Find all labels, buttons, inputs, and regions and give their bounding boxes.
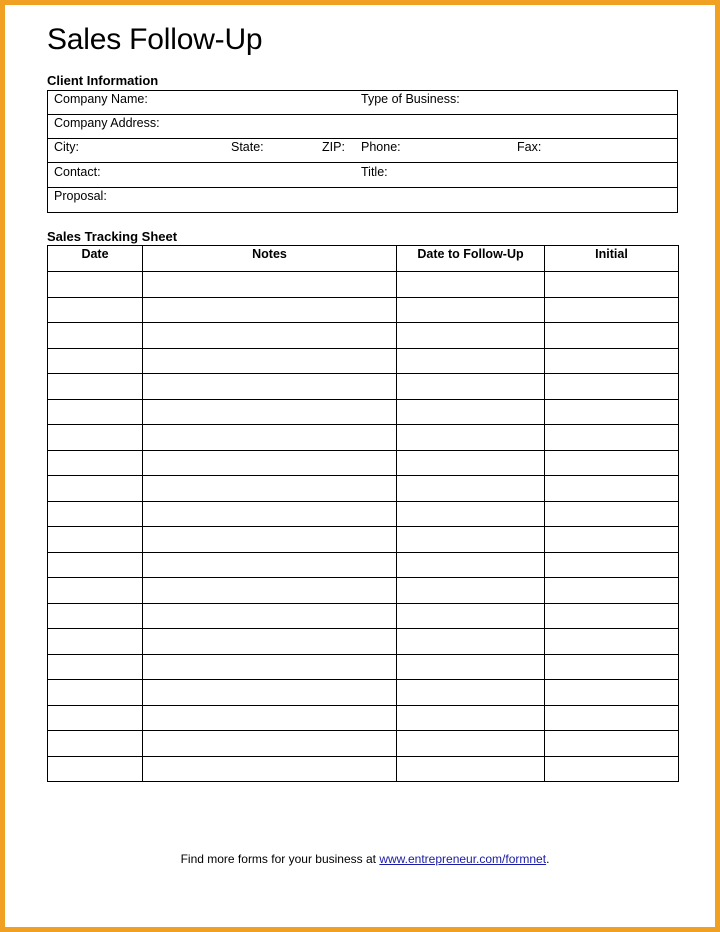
table-row [48,629,679,655]
cell-date-to-follow-up[interactable] [397,654,545,680]
table-row [48,680,679,706]
cell-date-to-follow-up[interactable] [397,425,545,451]
cell-date-to-follow-up[interactable] [397,297,545,323]
table-row [48,501,679,527]
cell-initial[interactable] [545,450,679,476]
cell-date-to-follow-up[interactable] [397,272,545,298]
cell-notes[interactable] [143,399,397,425]
cell-initial[interactable] [545,578,679,604]
cell-date-to-follow-up[interactable] [397,552,545,578]
cell-notes[interactable] [143,348,397,374]
cell-date[interactable] [48,552,143,578]
table-row [48,705,679,731]
entrepreneur-formnet-link[interactable]: www.entrepreneur.com/formnet [379,852,547,866]
table-row [48,450,679,476]
cell-notes[interactable] [143,629,397,655]
column-header-date-to-follow-up: Date to Follow-Up [397,246,545,272]
cell-date-to-follow-up[interactable] [397,578,545,604]
phone-label: Phone: [361,140,401,154]
table-row [48,399,679,425]
cell-date-to-follow-up[interactable] [397,399,545,425]
client-information-box [47,90,678,213]
sales-tracking-table [47,245,679,782]
cell-date-to-follow-up[interactable] [397,501,545,527]
title-label: Title: [361,165,388,179]
cell-date[interactable] [48,348,143,374]
client-information-heading: Client Information [47,73,159,88]
cell-notes[interactable] [143,297,397,323]
cell-date-to-follow-up[interactable] [397,476,545,502]
cell-initial[interactable] [545,680,679,706]
table-row [48,323,679,349]
company-address-label: Company Address: [54,116,160,130]
client-row-address [48,115,677,139]
cell-notes[interactable] [143,374,397,400]
cell-notes[interactable] [143,603,397,629]
cell-initial[interactable] [545,374,679,400]
table-row [48,654,679,680]
cell-notes[interactable] [143,552,397,578]
cell-initial[interactable] [545,501,679,527]
cell-date[interactable] [48,399,143,425]
table-row [48,476,679,502]
cell-date[interactable] [48,705,143,731]
cell-initial[interactable] [545,705,679,731]
cell-date[interactable] [48,450,143,476]
contact-label: Contact: [54,165,101,179]
cell-initial[interactable] [545,272,679,298]
cell-initial[interactable] [545,323,679,349]
table-row [48,756,679,782]
client-row-location [48,139,677,163]
type-of-business-label: Type of Business: [361,92,460,106]
column-header-initial: Initial [545,246,679,272]
cell-notes[interactable] [143,527,397,553]
client-row-company [48,91,677,115]
table-header-row [48,246,679,272]
cell-notes[interactable] [143,450,397,476]
cell-date[interactable] [48,374,143,400]
cell-date-to-follow-up[interactable] [397,680,545,706]
cell-initial[interactable] [545,756,679,782]
table-row [48,578,679,604]
client-row-contact [48,164,677,188]
cell-date[interactable] [48,501,143,527]
cell-date-to-follow-up[interactable] [397,450,545,476]
table-row [48,552,679,578]
fax-label: Fax: [517,140,542,154]
cell-notes[interactable] [143,578,397,604]
table-row [48,527,679,553]
cell-date[interactable] [48,476,143,502]
cell-date-to-follow-up[interactable] [397,756,545,782]
cell-notes[interactable] [143,425,397,451]
cell-date-to-follow-up[interactable] [397,348,545,374]
cell-initial[interactable] [545,731,679,757]
cell-notes[interactable] [143,272,397,298]
table-row [48,348,679,374]
cell-date[interactable] [48,578,143,604]
proposal-label: Proposal: [54,189,107,203]
cell-date[interactable] [48,527,143,553]
cell-date[interactable] [48,731,143,757]
cell-initial[interactable] [545,348,679,374]
cell-date[interactable] [48,680,143,706]
cell-date-to-follow-up[interactable] [397,374,545,400]
cell-notes[interactable] [143,731,397,757]
page-title: Sales Follow-Up [47,23,263,56]
cell-notes[interactable] [143,323,397,349]
cell-date-to-follow-up[interactable] [397,323,545,349]
cell-date[interactable] [48,297,143,323]
table-row [48,297,679,323]
cell-initial[interactable] [545,603,679,629]
cell-initial[interactable] [545,552,679,578]
cell-date-to-follow-up[interactable] [397,603,545,629]
table-row [48,603,679,629]
footer-text: Find more forms for your business at [180,852,380,866]
cell-notes[interactable] [143,476,397,502]
zip-label: ZIP: [322,140,345,154]
client-row-proposal [48,188,677,212]
table-row [48,425,679,451]
company-name-label: Company Name: [54,92,148,106]
table-row [48,272,679,298]
tracking-table-body [48,272,679,782]
table-row [48,374,679,400]
cell-date[interactable] [48,654,143,680]
cell-initial[interactable] [545,527,679,553]
cell-initial[interactable] [545,425,679,451]
cell-date[interactable] [48,756,143,782]
column-header-notes: Notes [143,246,397,272]
cell-date[interactable] [48,272,143,298]
column-header-date: Date [48,246,143,272]
cell-date-to-follow-up[interactable] [397,705,545,731]
cell-date-to-follow-up[interactable] [397,527,545,553]
footer-period: . [546,852,550,866]
city-label: City: [54,140,79,154]
cell-notes[interactable] [143,705,397,731]
cell-initial[interactable] [545,654,679,680]
table-row [48,731,679,757]
state-label: State: [231,140,264,154]
cell-notes[interactable] [143,501,397,527]
cell-date-to-follow-up[interactable] [397,731,545,757]
cell-date[interactable] [48,629,143,655]
footer-note [5,852,720,866]
cell-initial[interactable] [545,476,679,502]
cell-notes[interactable] [143,680,397,706]
cell-initial[interactable] [545,629,679,655]
cell-notes[interactable] [143,654,397,680]
cell-date[interactable] [48,323,143,349]
sales-tracking-heading: Sales Tracking Sheet [47,229,178,244]
cell-date[interactable] [48,425,143,451]
cell-date[interactable] [48,603,143,629]
cell-notes[interactable] [143,756,397,782]
cell-date-to-follow-up[interactable] [397,629,545,655]
cell-initial[interactable] [545,297,679,323]
cell-initial[interactable] [545,399,679,425]
